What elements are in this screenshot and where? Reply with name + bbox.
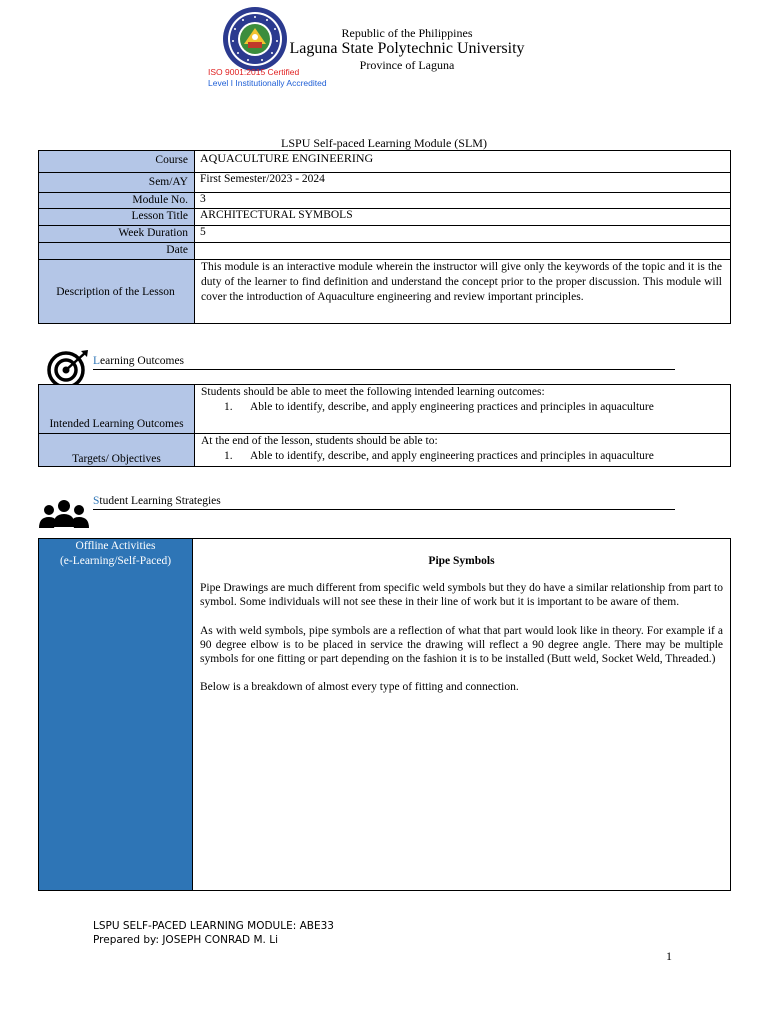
- heading-initial: L: [93, 355, 101, 367]
- sem-value: First Semester/2023 - 2024: [195, 173, 731, 193]
- heading-underline: [93, 369, 675, 370]
- date-value: [195, 243, 731, 260]
- table-row: [39, 151, 731, 173]
- intended-outcomes-label-text: Intended Learning Outcomes: [49, 418, 184, 430]
- heading-initial: S: [93, 495, 100, 507]
- university-seal-icon: [222, 6, 288, 72]
- activities-table: [38, 538, 731, 891]
- table-row: [39, 539, 731, 891]
- list-item: [201, 449, 724, 464]
- learning-outcomes-table: [38, 384, 731, 467]
- list-number: 1.: [224, 401, 233, 413]
- list-text: Able to identify, describe, and apply engineering practices and principles in aquaculture: [250, 401, 654, 413]
- offline-activities-label: [39, 539, 193, 891]
- footer-module-line: LSPU SELF-PACED LEARNING MODULE: ABE33: [93, 920, 334, 932]
- module-info-table: [38, 150, 731, 324]
- date-label: Date: [39, 243, 195, 260]
- targets-intro: At the end of the lesson, students should be able to:: [201, 435, 438, 447]
- page-number: 1: [666, 949, 672, 963]
- content-title: Pipe Symbols: [428, 555, 495, 567]
- table-row: [39, 434, 731, 467]
- heading-rest: earning Outcomes: [100, 355, 185, 367]
- table-row: [39, 385, 731, 434]
- header-province: Province of Laguna: [359, 58, 455, 72]
- list-item: [201, 400, 724, 415]
- list-text: Able to identify, describe, and apply engineering practices and principles in aquaculture: [250, 450, 654, 462]
- sem-label: Sem/AY: [39, 173, 195, 193]
- description-value: This module is an interactive module wherein the instructor will give only the keywords of the topic and it is the duty of the learner to find definition and understand the concept prior to the proper discussion. This module will cover the introduction of Aquaculture engineering and review important principles.: [195, 260, 731, 324]
- table-row: [39, 260, 731, 324]
- week-value: 5: [195, 226, 731, 243]
- target-icon: [44, 348, 92, 388]
- table-row: [39, 193, 731, 209]
- lesson-label: Lesson Title: [39, 209, 195, 226]
- module-value: 3: [195, 193, 731, 209]
- paragraph: As with weld symbols, pipe symbols are a reflection of what that part would look like in theory. For example if a 90 degree elbow is to be placed in service the drawing will reflect a 90 degree angle. There may be multiple symbols for one fitting or part depending on the fashion it is to be installed (Butt weld, Socket Weld, Threaded.): [200, 624, 723, 666]
- lesson-value: ARCHITECTURAL SYMBOLS: [195, 209, 731, 226]
- table-row: [39, 226, 731, 243]
- header-republic: Republic of the Philippines: [341, 26, 473, 40]
- paragraph: Below is a breakdown of almost every type of fitting and connection.: [200, 681, 519, 694]
- header-university: Laguna State Polytechnic University: [289, 40, 525, 57]
- heading-underline: [93, 509, 675, 510]
- page-footer: [93, 919, 334, 947]
- strategies-heading: [93, 495, 221, 507]
- description-label: Description of the Lesson: [39, 260, 195, 324]
- intended-outcomes-label: [39, 385, 195, 434]
- week-label: Week Duration: [39, 226, 195, 243]
- module-label: Module No.: [39, 193, 195, 209]
- heading-rest: tudent Learning Strategies: [99, 495, 221, 507]
- module-title: LSPU Self-paced Learning Module (SLM): [281, 136, 487, 150]
- accreditation-level: Level I Institutionally Accredited: [208, 78, 327, 88]
- footer-prepared-by: Prepared by: JOSEPH CONRAD M. Li: [93, 934, 278, 946]
- iso-certification: ISO 9001:2015 Certified: [208, 67, 300, 77]
- offline-label-line-2: (e-Learning/Self-Paced): [59, 555, 172, 567]
- learning-outcomes-heading: [93, 355, 184, 367]
- intended-outcomes-value: [195, 385, 731, 434]
- course-label: Course: [39, 151, 195, 173]
- activity-content: [193, 539, 731, 891]
- targets-label: Targets/ Objectives: [39, 434, 195, 467]
- table-row: [39, 209, 731, 226]
- offline-label-line-1: Offline Activities: [75, 540, 156, 552]
- table-row: [39, 243, 731, 260]
- targets-value: [195, 434, 731, 467]
- course-value: AQUACULTURE ENGINEERING: [195, 151, 731, 173]
- table-row: [39, 173, 731, 193]
- intended-intro: Students should be able to meet the following intended learning outcomes:: [201, 386, 545, 398]
- group-users-icon: [38, 494, 86, 534]
- list-number: 1.: [224, 450, 233, 462]
- paragraph: Pipe Drawings are much different from specific weld symbols but they do have a similar relationship from part to symbol. Some individuals will not see these in their line of work but it is important to be aware of them.: [200, 582, 723, 609]
